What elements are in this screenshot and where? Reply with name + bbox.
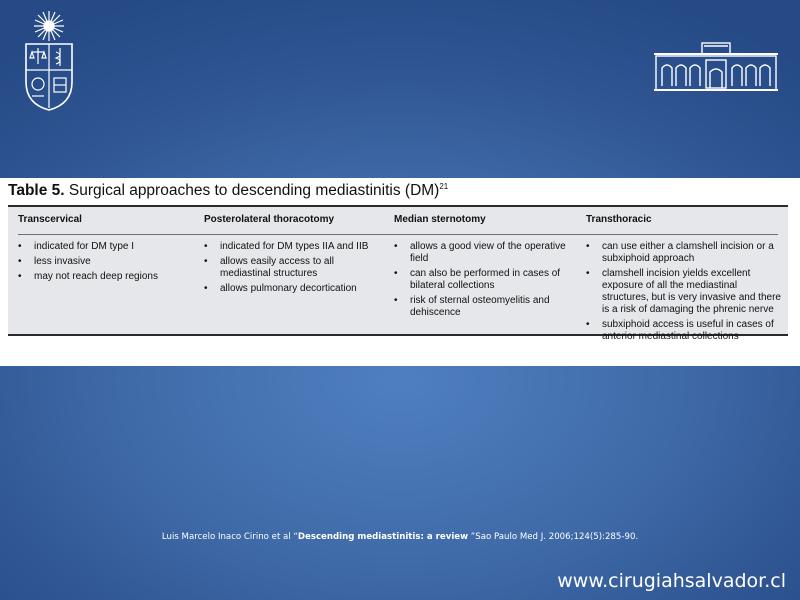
column-header: Median sternotomy [394, 214, 586, 235]
column-median-sternotomy [394, 214, 572, 322]
citation-title: Descending mediastinitis: a review [297, 532, 469, 542]
table-title-text: Surgical approaches to descending mediastinitis (DM) [68, 182, 440, 200]
list-item: • clamshell incision yields excellent exposure of all the mediastinal structures, but is very invasive and there is a risk of damaging the phrenic nerve [586, 268, 786, 316]
university-crest-icon [20, 8, 78, 112]
list-item: • risk of sternal osteomyelitis and dehiscence [394, 295, 572, 319]
table-image-panel [0, 178, 800, 366]
table-reference: 21 [439, 182, 449, 191]
list-item: • can use either a clamshell incision or a subxiphoid approach [586, 241, 786, 265]
column-posterolateral-thoracotomy [204, 214, 382, 298]
citation-source: ”Sao Paulo Med J. 2006;124(5):285-90. [468, 532, 639, 542]
list-item: • allows a good view of the operative field [394, 241, 572, 265]
column-list [18, 241, 190, 283]
list-item: • indicated for DM types IIA and IIB [204, 241, 382, 253]
hospital-building-icon [654, 40, 778, 92]
column-header: Transcervical [18, 214, 204, 235]
column-transcervical [18, 214, 190, 286]
column-header: Transthoracic [586, 214, 778, 235]
column-list [394, 241, 572, 319]
list-item: • subxiphoid access is useful in cases of anterior mediastinal collections [586, 319, 786, 343]
citation [0, 532, 800, 542]
list-item: • may not reach deep regions [18, 271, 190, 283]
table-body [8, 205, 788, 342]
list-item: • can also be performed in cases of bilateral collections [394, 268, 572, 292]
table-title [8, 182, 448, 200]
list-item: • indicated for DM type I [18, 241, 190, 253]
column-header: Posterolateral thoracotomy [204, 214, 396, 235]
citation-authors: Luis Marcelo Inaco Cirino et al “ [161, 532, 298, 542]
website-url: www.cirugiahsalvador.cl [557, 570, 786, 592]
table-number: Table 5. [8, 182, 65, 200]
list-item: • allows pulmonary decortication [204, 283, 382, 295]
column-transthoracic [586, 214, 786, 346]
column-list [586, 241, 786, 343]
list-item: • less invasive [18, 256, 190, 268]
column-list [204, 241, 382, 295]
list-item: • allows easily access to all mediastinal structures [204, 256, 382, 280]
